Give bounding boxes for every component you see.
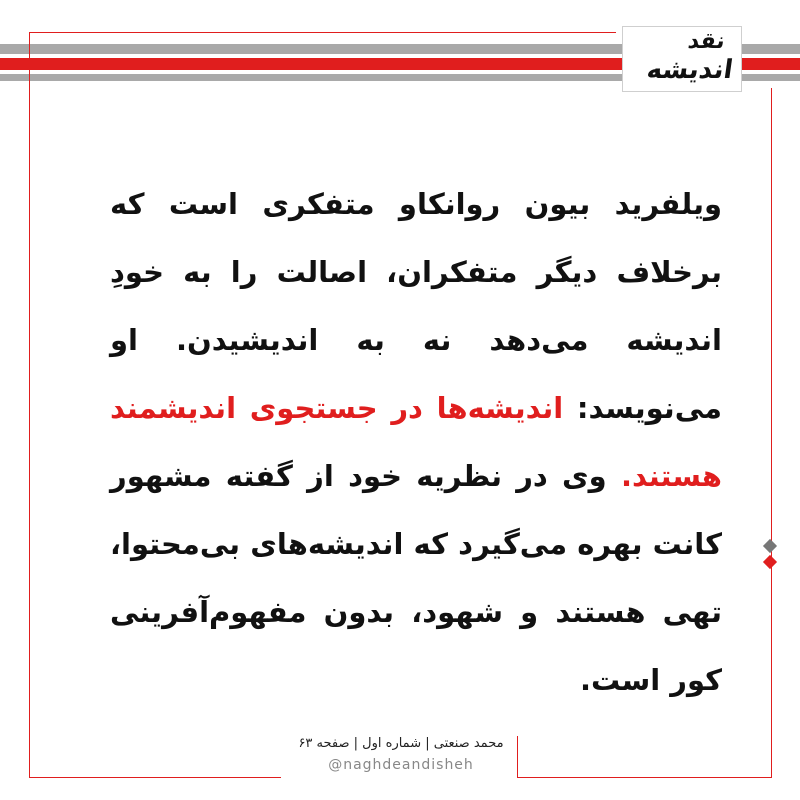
frame-line-top	[29, 32, 616, 33]
footer-divider	[517, 736, 518, 778]
frame-line-bottom-right	[517, 777, 772, 778]
frame-line-right	[771, 88, 772, 778]
quote-highlight: اندیشه‌ها در جستجوی اندیشمند هستند.	[110, 391, 722, 493]
footer-handle: @naghdeandisheh	[328, 757, 474, 773]
footer-credit: محمد صنعتی | شماره اول | صفحه ۶۳	[298, 736, 504, 751]
quote-text-start: ویلفرید بیون روانکاو متفکری است که برخلاف دیگر متفکران، اصالت را به خودِ اندیشه می‌دهد نه به اندیشیدن. او می‌نویسد:	[110, 187, 722, 425]
quote-paragraph	[110, 170, 722, 714]
quote-text-end: وی در نظریه خود از گفته مشهور کانت بهره می‌گیرد که اندیشه‌های بی‌محتوا، تهی هستند و شهود، بدون مفهوم‌آفرینی کور است.	[110, 459, 722, 697]
logo-text-bottom: اندیشه	[645, 55, 736, 85]
diamond-gray-icon	[763, 539, 777, 553]
diamond-red-icon	[763, 555, 777, 569]
frame-line-left	[29, 32, 30, 778]
frame-line-bottom-left	[29, 777, 281, 778]
logo-text-top: نقد	[686, 29, 727, 54]
brand-logo	[622, 26, 742, 92]
